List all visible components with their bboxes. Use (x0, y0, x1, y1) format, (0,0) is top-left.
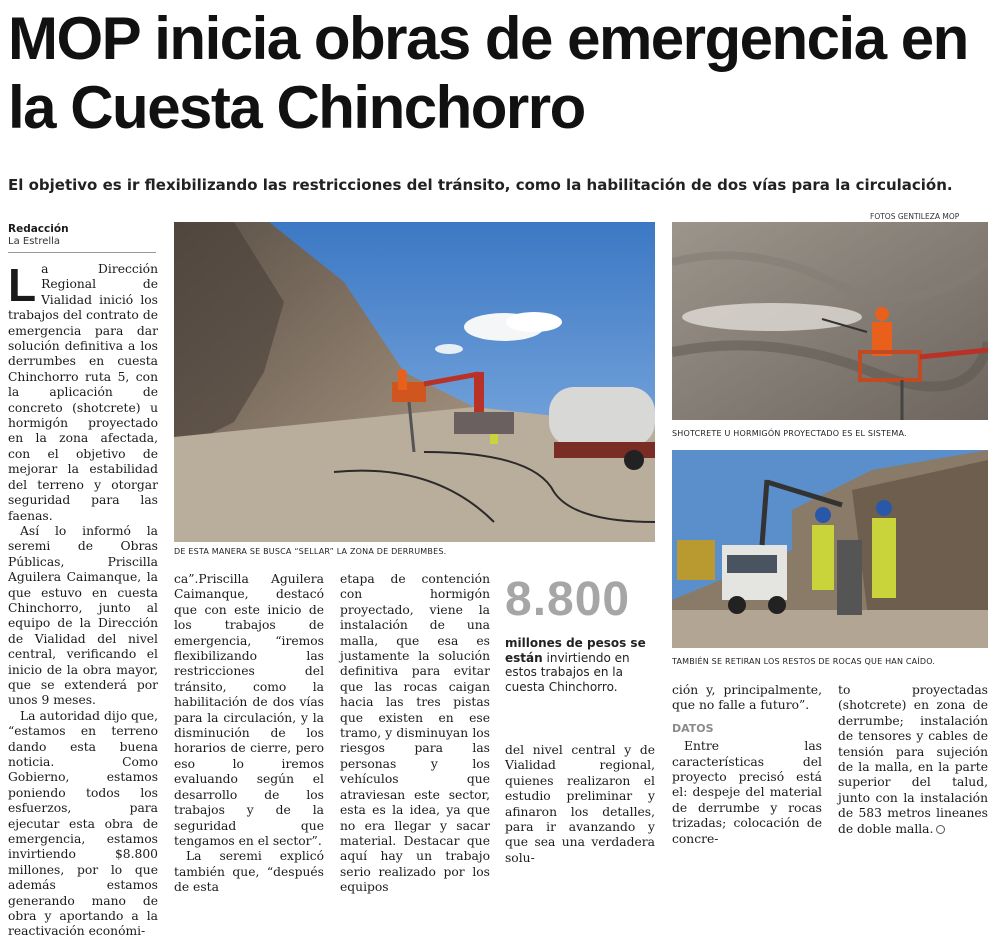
main-photo (174, 222, 655, 542)
paragraph: Entre las características del proyecto precisó está el: despeje del material de derrumbe y rocas trizadas; colocación de concre- (672, 739, 822, 846)
paragraph: del nivel central y de Vialidad regional, quienes realizaron el estudio preliminar y afinaron los detalles, para ir avanzando y que sea una verdadera solu- (505, 743, 655, 865)
headline: MOP inicia obras de emergencia en la Cuesta Chinchorro (8, 5, 968, 141)
section-label-datos: DATOS (672, 721, 714, 735)
end-of-article-icon (936, 825, 945, 834)
paragraph: Así lo informó la seremi de Obras Públicas, Priscilla Aguilera Caimanque, la que estuvo en cuesta Chinchorro, junto al equipo de la Dirección de Vialidad del nivel central, verificando el inicio de la obra mayor, que se extenderá por unos 9 meses. (8, 523, 158, 708)
paragraph: La autoridad dijo que, “estamos en terreno dando esta buena noticia. Como Gobierno, estamos poniendo todos los esfuerzos, para ejecutar esta obra de emergencia, estamos invirtiendo $8.800 millones, por lo que además estamos generando mano de obra y aportando a la reactivación económi- (8, 708, 158, 939)
highlight-text: millones de pesos se están invirtiendo en estos trabajos en la cuesta Chinchorro. (505, 636, 646, 694)
rock-removal-photo-caption: TAMBIÉN SE RETIRAN LOS RESTOS DE ROCAS QUE HAN CAÍDO. (672, 657, 936, 666)
paragraph: La Dirección Regional de Vialidad inició los trabajos del contrato de emergencia para dar solución definitiva a los derrumbes en cuesta Chinchorro ruta 5, con la aplicación de concreto (shotcrete) u hormigón proyectado en la zona afectada, con el objetivo de mejorar la estabilidad del terreno y otorgar seguridad para las faenas. (8, 259, 158, 523)
dropcap: L (8, 259, 37, 311)
article-column-5 (672, 683, 822, 847)
main-photo-caption: DE ESTA MANERA SE BUSCA “SELLAR” LA ZONA DE DERRUMBES. (174, 547, 447, 556)
byline-publication: La Estrella (8, 236, 61, 247)
byline-divider (8, 252, 156, 253)
shotcrete-photo (672, 222, 988, 420)
paragraph: La seremi explicó también que, “después de esta (174, 849, 324, 895)
photo-credit: FOTOS GENTILEZA MOP (870, 212, 960, 221)
shotcrete-photo-caption: SHOTCRETE U HORMIGÓN PROYECTADO ES EL SISTEMA. (672, 429, 907, 438)
byline-author: Redacción (8, 223, 69, 235)
article-column-4 (505, 743, 655, 866)
highlight-number: 8.800 (505, 573, 631, 626)
article-column-3 (340, 572, 490, 896)
article-column-1 (8, 259, 158, 940)
paragraph: etapa de contención con hormigón proyectado, viene la instalación de una malla, que esa es justamente la solución definitiva para evitar que las rocas caigan hacia las tres pistas que existen en ese tramo, y disminuyan los riesgos para las personas y los vehículos que atraviesan este sector, esta es la idea, ya que no era llegar y sacar material. Destacar que aquí hay un trabajo serio realizado por los equipos (340, 572, 490, 895)
article-column-6 (838, 683, 988, 837)
paragraph: to proyectadas (shotcrete) en zona de derrumbe; instalación de tensores y cables de tensión para sujeción de la malla, en la parte superior del talud, junto con la instalación de 583 metros lineanes de doble malla. (838, 683, 988, 836)
paragraph: ción y, principalmente, que no falle a futuro”. (672, 683, 822, 713)
paragraph: ca”.Priscilla Aguilera Caimanque, destacó que con este inicio de los trabajos de emergencia, “iremos flexibilizando las restricciones del tránsito, como la habilitación de dos vías para la circulación, y la disminución de los horarios de cierre, pero eso lo iremos evaluando según el desarrollo de los trabajos y de la seguridad que tengamos en el sector”. (174, 572, 324, 848)
rock-removal-photo (672, 450, 988, 648)
subheadline: El objetivo es ir flexibilizando las restricciones del tránsito, como la habilitación de dos vías para la circulación. (8, 176, 953, 194)
article-column-2 (174, 572, 324, 896)
